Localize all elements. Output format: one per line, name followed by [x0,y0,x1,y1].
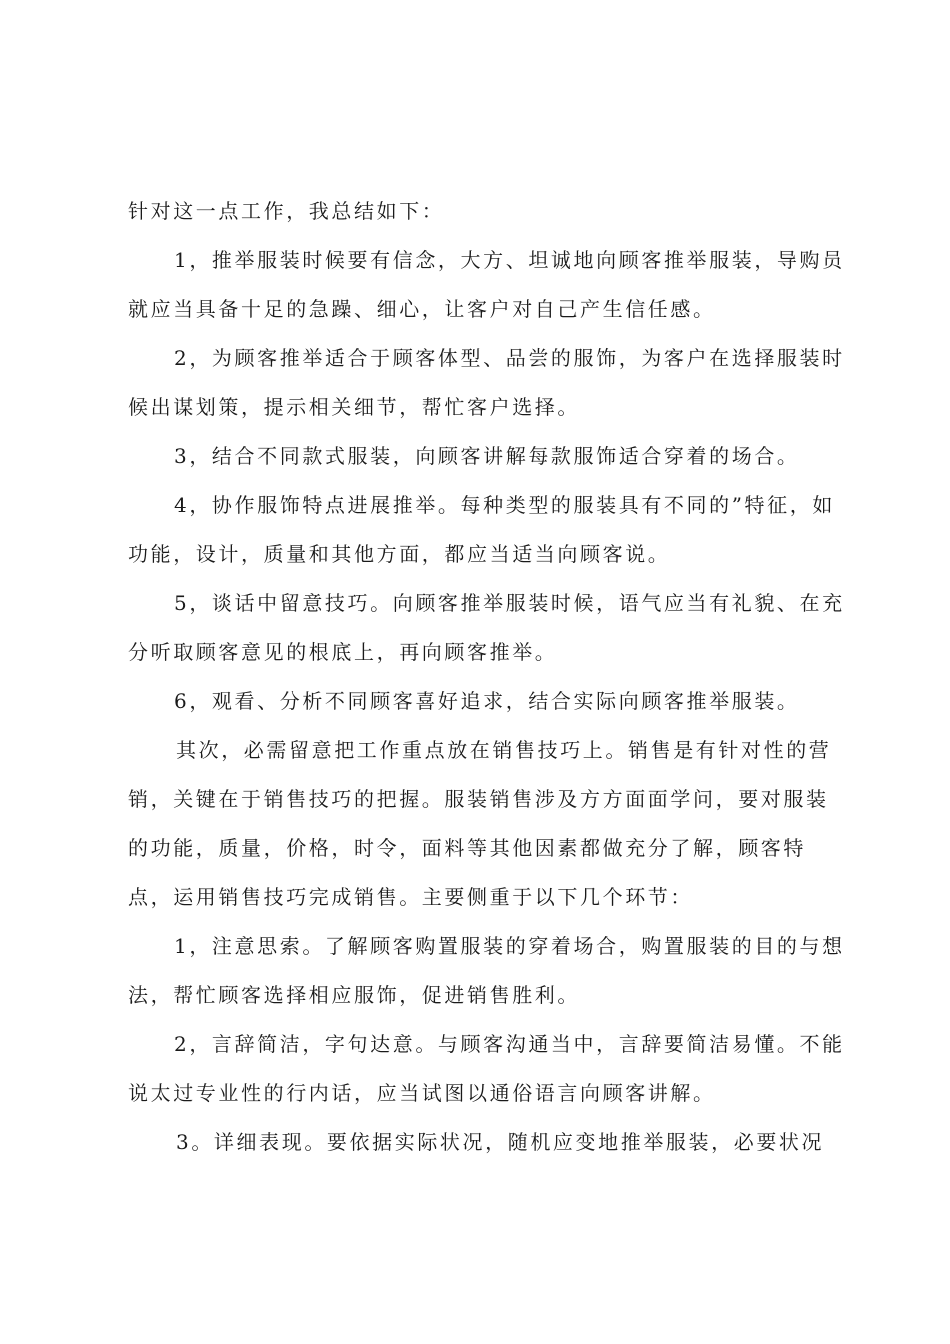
text-line: 其次，必需留意把工作重点放在销售技巧上。销售是有针对性的营 [176,738,832,762]
text-line: 2，言辞简洁，字句达意。与顾客沟通当中，言辞要简洁易懂。不能 [174,1032,845,1056]
text-line: 6，观看、分析不同顾客喜好追求，结合实际向顾客推举服装。 [174,689,800,713]
text-line: 说太过专业性的行内话，应当试图以通俗语言向顾客讲解。 [128,1081,716,1105]
text-line: 候出谋划策，提示相关细节，帮忙客户选择。 [128,395,580,419]
document-body [128,187,845,1167]
text-line: 法，帮忙顾客选择相应服饰，促进销售胜利。 [128,983,580,1007]
text-line: 的功能，质量，价格，时令，面料等其他因素都做充分了解，顾客特 [128,836,806,860]
text-line: 就应当具备十足的急躁、细心，让客户对自己产生信任感。 [128,297,716,321]
text-line: 1，推举服装时候要有信念，大方、坦诚地向顾客推举服装，导购员 [174,248,845,272]
text-line: 3，结合不同款式服装，向顾客讲解每款服饰适合穿着的场合。 [174,444,800,468]
text-line: 1，注意思索。了解顾客购置服装的穿着场合，购置服装的目的与想 [174,934,845,958]
text-line: 分听取顾客意见的根底上，再向顾客推举。 [128,640,558,664]
text-line: 4，协作服饰特点进展推举。每种类型的服装具有不同的”特征，如 [174,493,835,517]
text-line: 功能，设计，质量和其他方面，都应当适当向顾客说。 [128,542,671,566]
text-line: 2，为顾客推举适合于顾客体型、品尝的服饰，为客户在选择服装时 [174,346,845,370]
text-line: 5，谈话中留意技巧。向顾客推举服装时候，语气应当有礼貌、在充 [174,591,845,615]
text-line: 销，关键在于销售技巧的把握。服装销售涉及方方面面学问，要对服装 [128,787,829,811]
text-line: 针对这一点工作，我总结如下： [128,199,445,223]
text-line: 3。详细表现。要依据实际状况，随机应变地推举服装，必要状况 [176,1130,825,1154]
text-line: 点，运用销售技巧完成销售。主要侧重于以下几个环节： [128,885,693,909]
